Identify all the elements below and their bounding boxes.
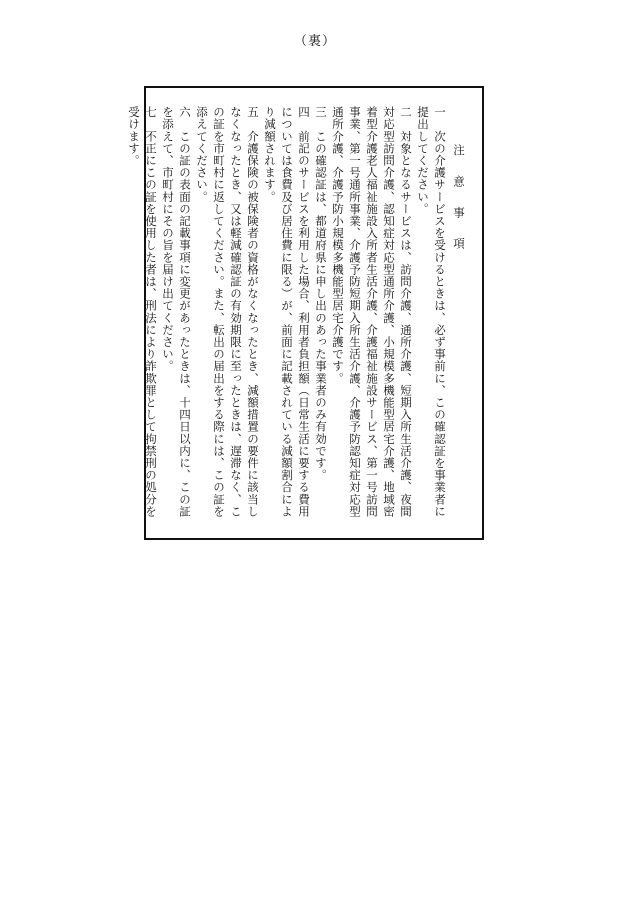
note-item-5 xyxy=(193,106,261,524)
note-text: 対象となるサービスは、訪問介護、通所介護、短期入所生活介護、夜間対応型訪問介護、認知症対応型通所介護、小規模多機能型居宅介護、地域密着型介護老人福祉施設入所者生活介護、介護福祉施設サービス、第一号訪問事業、第一号通所事業、介護予防短期入所生活介護、介護予防認知症対応型通所介護、介護予防小規模多機能型居宅介護です。 xyxy=(331,106,413,518)
note-text: 次の介護サービスを受けるときは、必ず事前に、この確認証を事業者に提出してください。 xyxy=(416,106,447,518)
note-item-3 xyxy=(312,106,329,524)
note-text: この確認証は、都道府県に申し出のあった事業者のみ有効です。 xyxy=(314,130,328,482)
note-number: 五 xyxy=(246,106,260,119)
note-number: 四 xyxy=(297,106,311,119)
page-side-label: （裏） xyxy=(293,34,336,49)
note-number: 七 xyxy=(144,106,158,119)
note-text: 不正にこの証を使用した者は、刑法により詐欺罪として拘禁刑の処分を受けます。 xyxy=(127,106,158,518)
note-item-4 xyxy=(261,106,312,524)
note-number: 三 xyxy=(314,106,328,119)
note-text: 介護保険の被保険者の資格がなくなったとき、減額措置の要件に該当しなくなったとき、又は軽減確認証の有効期限に至ったときは、遅滞なく、この証を市町村に返してください。また、転出の届出をする際には、この証を添えてください。 xyxy=(195,106,260,518)
note-item-6 xyxy=(159,106,193,524)
note-item-2 xyxy=(329,106,414,524)
note-text: この証の表面の記載事項に変更があったときは、十四日以内に、この証を添えて、市町村にその旨を届け出てください。 xyxy=(161,106,192,518)
notes-title: 注 意 事 項 xyxy=(452,144,466,257)
note-number: 六 xyxy=(178,106,192,119)
notes-box xyxy=(127,86,484,540)
note-number: 二 xyxy=(399,106,413,119)
note-text: 前記のサービスを利用した場合、利用者負担額（日常生活に要する費用については食費及び居住費に限る）が、前面に記載されている減額割合により減額されます。 xyxy=(263,106,311,518)
note-number: 一 xyxy=(433,106,447,119)
notes-text-column xyxy=(125,106,470,524)
note-item-7 xyxy=(125,106,159,524)
note-item-1 xyxy=(414,106,448,524)
